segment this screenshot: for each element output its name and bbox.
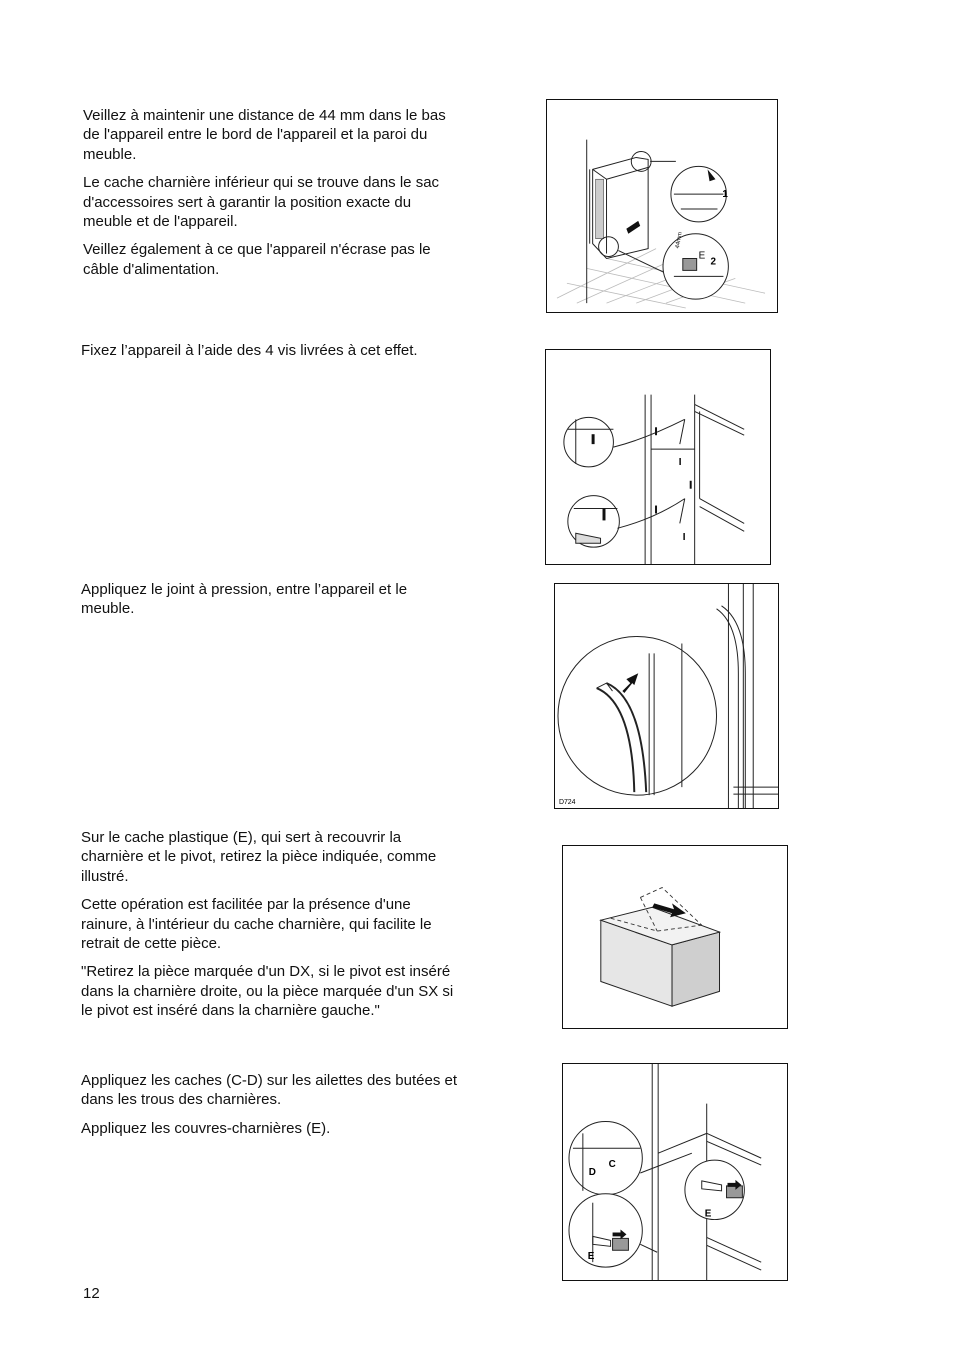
label-cap-d: D (588, 1166, 596, 1178)
figure-cover-removal (562, 845, 788, 1029)
caps-covers-drawing (563, 1064, 787, 1280)
figure-seal-strip (554, 583, 779, 809)
section-1-text (83, 106, 463, 288)
label-measure: 44mm (674, 231, 684, 249)
paragraph: Appliquez les couvres-charnières (E). (81, 1119, 331, 1137)
section-4-text (81, 828, 461, 1030)
paragraph: Sur le cache plastique (E), qui sert à recouvrir la charnière et le pivot, retirez la pièce indiquée, comme illustré. (81, 829, 437, 885)
section-5-text (81, 1071, 461, 1147)
label-cover-e-left: E (587, 1251, 595, 1263)
paragraph: Appliquez le joint à pression, entre l’appareil et le meuble. (81, 581, 408, 618)
label-screw-a: I (678, 456, 682, 468)
section-2-text (81, 341, 461, 369)
screw-fixing-drawing (546, 350, 770, 564)
figure-screw-fixing (545, 349, 771, 565)
page-number: 12 (83, 1285, 100, 1302)
paragraph: "Retirez la pièce marquée d'un DX, si le pivot est inséré dans la charnière droite, ou la pièce marquée d'un SX si le pivot est inséré dans la charnière gauche." (81, 963, 454, 1020)
figure-caps-covers (562, 1063, 788, 1281)
figure-appliance-spacing (546, 99, 778, 313)
label-screw-b: I (682, 532, 686, 544)
label-step-2: 2 (710, 256, 717, 268)
paragraph: Appliquez les caches (C-D) sur les ailettes des butées et dans les trous des charnières. (81, 1072, 458, 1109)
cover-removal-drawing (563, 846, 787, 1028)
label-cover-e-right: E (704, 1208, 712, 1220)
paragraph: Veillez également à ce que l'appareil n'écrase pas le câble d'alimentation. (83, 241, 431, 278)
paragraph: Fixez l’appareil à l’aide des 4 vis livrées à cet effet. (81, 342, 418, 359)
appliance-spacing-drawing (547, 100, 777, 312)
paragraph: Cette opération est facilitée par la présence d'une rainure, à l'intérieur du cache charnière, qui facilite le retrait de cette pièce. (81, 896, 432, 953)
paragraph: Le cache charnière inférieur qui se trouve dans le sac d'accessoires sert à garantir la position exacte du meuble et de l'appareil. (83, 174, 440, 231)
label-step-1: 1 (722, 189, 728, 201)
section-3-text (81, 580, 461, 628)
label-cover-e: E (698, 250, 706, 262)
paragraph: Veillez à maintenir une distance de 44 mm dans le bas de l'appareil entre le bord de l'appareil et la paroi du meuble. (83, 107, 446, 163)
figure-code: D724 (558, 799, 576, 807)
seal-strip-drawing (555, 584, 778, 808)
label-cap-c: C (608, 1159, 616, 1171)
